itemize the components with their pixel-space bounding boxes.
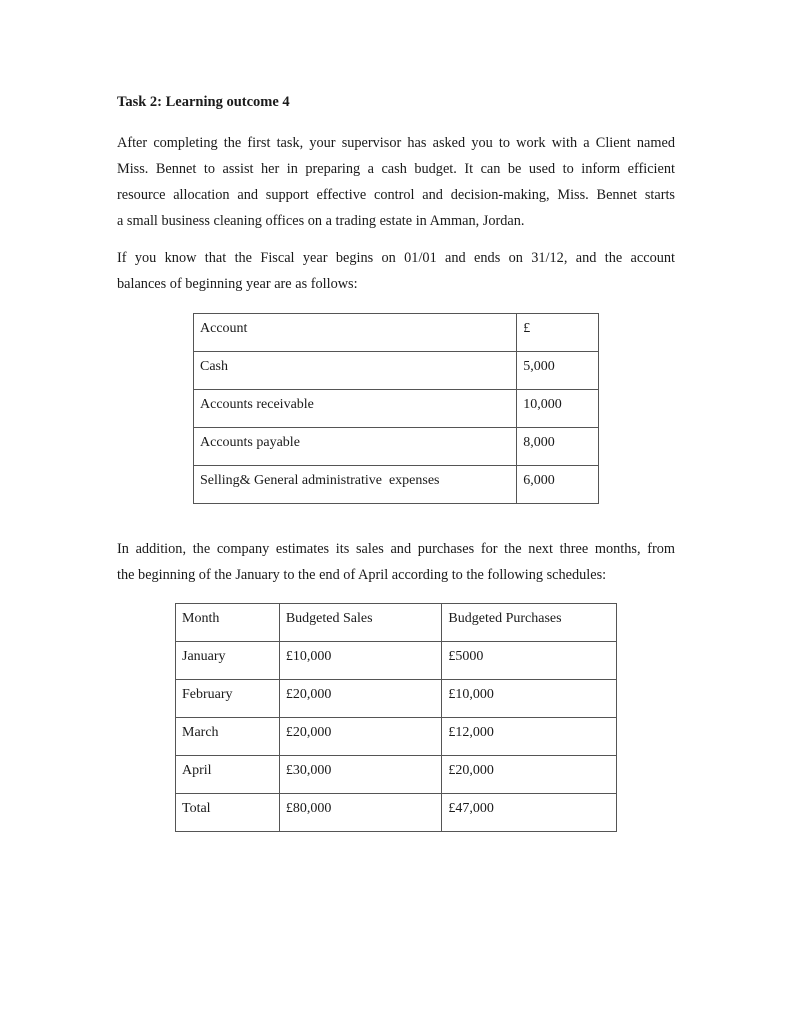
table-cell: £80,000 bbox=[279, 794, 442, 832]
table-row bbox=[176, 718, 617, 756]
table-header-cell: Budgeted Sales bbox=[279, 604, 442, 642]
table-header-row bbox=[176, 604, 617, 642]
table-row bbox=[194, 390, 599, 428]
table-row bbox=[176, 680, 617, 718]
table-cell: £10,000 bbox=[279, 642, 442, 680]
paragraph-line: After completing the first task, your supervisor has asked you to work with a Client named bbox=[117, 135, 675, 151]
table-cell: February bbox=[176, 680, 280, 718]
paragraph-line: In addition, the company estimates its sales and purchases for the next three months, from bbox=[117, 541, 675, 557]
table-cell: £10,000 bbox=[442, 680, 617, 718]
table-cell: Accounts receivable bbox=[194, 390, 517, 428]
table-cell: Total bbox=[176, 794, 280, 832]
table-row bbox=[194, 466, 599, 504]
table-cell: 5,000 bbox=[517, 352, 599, 390]
table-cell: £5000 bbox=[442, 642, 617, 680]
fiscal-year-paragraph bbox=[117, 245, 675, 297]
table-cell: £20,000 bbox=[279, 680, 442, 718]
paragraph-line: a small business cleaning offices on a trading estate in Amman, Jordan. bbox=[117, 213, 525, 229]
table-cell: 10,000 bbox=[517, 390, 599, 428]
task-heading: Task 2: Learning outcome 4 bbox=[117, 94, 290, 110]
table-header-cell: £ bbox=[517, 314, 599, 352]
table-header-cell: Account bbox=[194, 314, 517, 352]
table-row bbox=[176, 794, 617, 832]
paragraph-line: If you know that the Fiscal year begins on 01/01 and ends on 31/12, and the account bbox=[117, 250, 675, 266]
table-cell: April bbox=[176, 756, 280, 794]
table-cell: Cash bbox=[194, 352, 517, 390]
table-cell: £20,000 bbox=[279, 718, 442, 756]
paragraph-line: the beginning of the January to the end of April according to the following schedules: bbox=[117, 567, 607, 583]
table-cell: Selling& General administrative expenses bbox=[194, 466, 517, 504]
table-cell: 8,000 bbox=[517, 428, 599, 466]
paragraph-line: Miss. Bennet to assist her in preparing a cash budget. It can be used to inform efficient bbox=[117, 161, 675, 177]
table-cell: £12,000 bbox=[442, 718, 617, 756]
account-balances-table bbox=[193, 313, 599, 504]
intro-paragraph bbox=[117, 130, 675, 234]
table-row bbox=[194, 428, 599, 466]
table-header-cell: Month bbox=[176, 604, 280, 642]
table-row bbox=[194, 352, 599, 390]
table-cell: £20,000 bbox=[442, 756, 617, 794]
table-cell: January bbox=[176, 642, 280, 680]
table-row bbox=[176, 642, 617, 680]
table-row bbox=[176, 756, 617, 794]
paragraph-line: resource allocation and support effective control and decision-making, Miss. Bennet starts bbox=[117, 187, 675, 203]
table-cell: £30,000 bbox=[279, 756, 442, 794]
sales-purchases-schedule-table bbox=[175, 603, 617, 832]
table-header-cell: Budgeted Purchases bbox=[442, 604, 617, 642]
schedule-paragraph bbox=[117, 536, 675, 588]
paragraph-line: balances of beginning year are as follows: bbox=[117, 276, 358, 292]
table-header-row bbox=[194, 314, 599, 352]
table-cell: Accounts payable bbox=[194, 428, 517, 466]
table-cell: March bbox=[176, 718, 280, 756]
table-cell: 6,000 bbox=[517, 466, 599, 504]
table-cell: £47,000 bbox=[442, 794, 617, 832]
